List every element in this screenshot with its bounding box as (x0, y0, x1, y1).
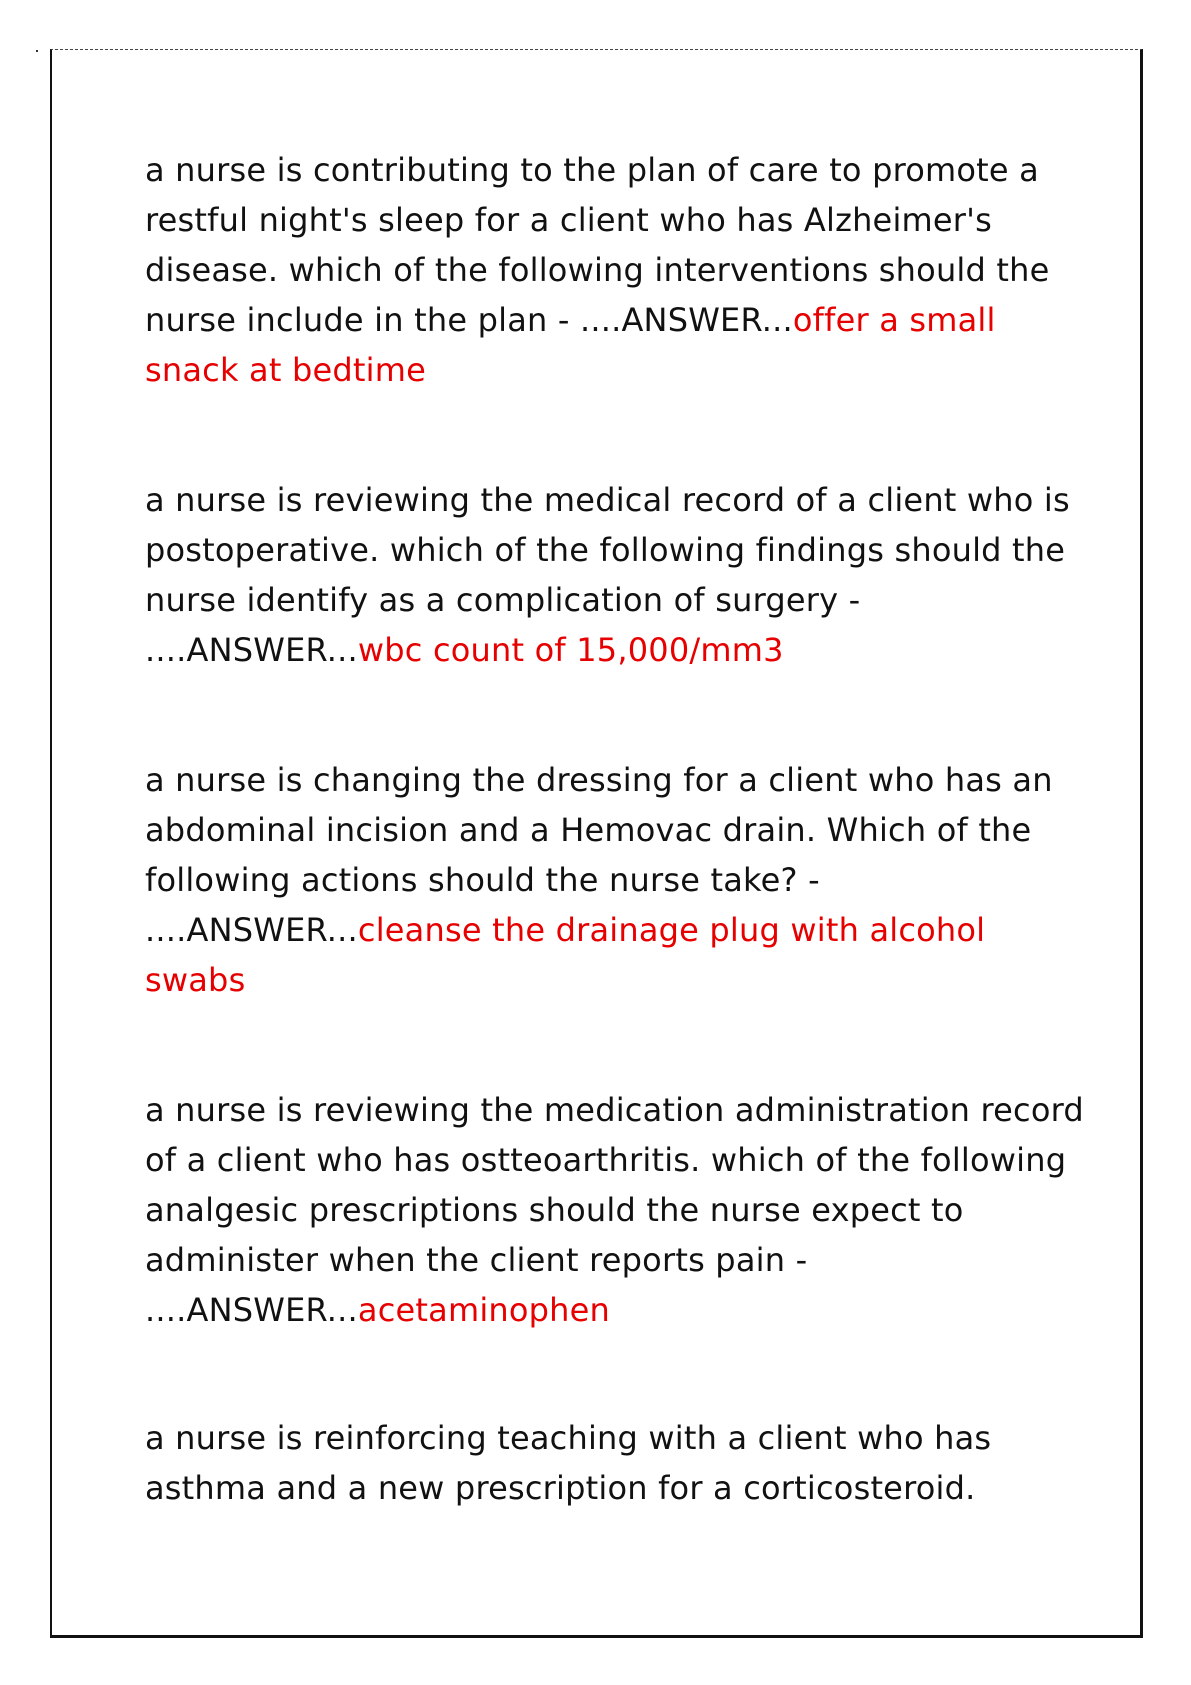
qa-item (145, 755, 1085, 1005)
qa-item (145, 1413, 1085, 1513)
question-text: a nurse is reviewing the medication administration record of a client who has ostteoarthritis. which of the following analgesic prescriptions should the nurse expect to administer when the client reports pain - ....ANSWER... (145, 1091, 1084, 1329)
page-corner-mark (36, 50, 38, 52)
qa-item (145, 475, 1085, 675)
question-text: a nurse is changing the dressing for a client who has an abdominal incision and a Hemovac drain. Which of the following actions should the nurse take? - ....ANSWER... (145, 761, 1053, 949)
answer-text: cleanse the drainage plug with alcohol swabs (145, 911, 986, 999)
question-text: a nurse is reviewing the medical record of a client who is postoperative. which of the following findings should the nurse identify as a complication of surgery - ....ANSWER... (145, 481, 1070, 669)
answer-text: acetaminophen (357, 1291, 611, 1329)
answer-text: wbc count of 15,000/mm3 (357, 631, 784, 669)
qa-item (145, 1085, 1085, 1335)
qa-item (145, 145, 1085, 395)
question-text: a nurse is contributing to the plan of care to promote a restful night's sleep for a client who has Alzheimer's disease. which of the following interventions should the nurse include in the plan - ....ANSWER... (145, 151, 1050, 339)
question-text: a nurse is reinforcing teaching with a client who has asthma and a new prescription for a corticosteroid. (145, 1419, 992, 1507)
answer-text: offer a small snack at bedtime (145, 301, 996, 389)
